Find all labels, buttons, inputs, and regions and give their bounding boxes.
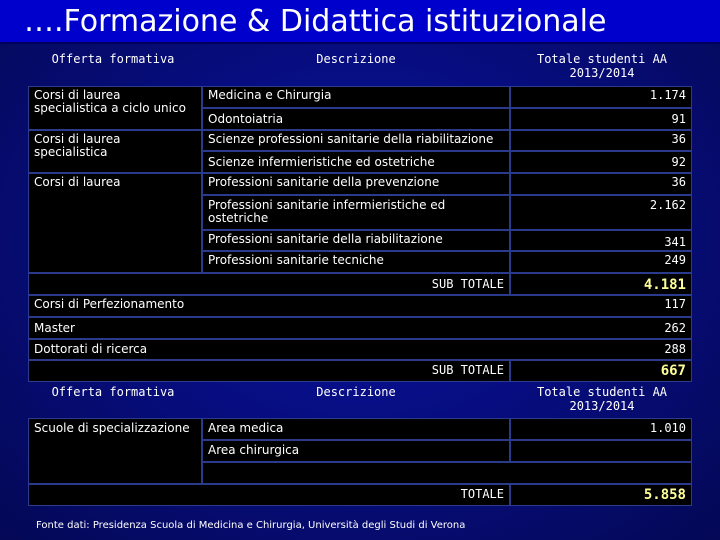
header-offerta: Offerta formativa	[51, 52, 175, 66]
row-value: 91	[510, 108, 692, 130]
row-value: 36	[510, 130, 692, 151]
row-value: 341	[510, 230, 692, 251]
group-laurea: Corsi di laurea	[28, 173, 202, 273]
other-row-value: 262	[664, 321, 686, 335]
group-ciclo-unico: Corsi di laurea specialistica a ciclo unico	[28, 86, 202, 130]
group-specialistica: Corsi di laurea specialistica	[28, 130, 202, 173]
row-value: 92	[510, 151, 692, 173]
other-row-label: Dottorati di ricerca	[34, 342, 148, 356]
row-desc: Area chirurgica	[202, 440, 510, 462]
total-label: TOTALE	[28, 484, 510, 506]
subtotal-label: SUB TOTALE	[28, 360, 510, 382]
row-value: 36	[510, 173, 692, 195]
row-value: 249	[510, 251, 692, 273]
subtotal-value: 4.181	[510, 273, 692, 295]
row-desc: Odontoiatria	[202, 108, 510, 130]
header-descrizione: Descrizione	[316, 52, 396, 66]
other-row	[28, 317, 692, 339]
row-value-empty	[510, 440, 692, 462]
other-row-label: Corsi di Perfezionamento	[34, 297, 185, 311]
slide-title: ….Formazione & Didattica istituzionale	[24, 4, 607, 39]
other-row-value: 288	[664, 342, 686, 356]
empty-row	[202, 462, 692, 484]
total-value: 5.858	[510, 484, 692, 506]
other-row-value: 117	[664, 297, 686, 311]
header-totale: Totale studenti AA 2013/2014	[536, 385, 668, 413]
group-specializzazione: Scuole di specializzazione	[28, 418, 202, 484]
other-row	[28, 295, 692, 317]
subtotal-value: 667	[510, 360, 692, 382]
row-desc: Professioni sanitarie tecniche	[202, 251, 510, 273]
subtotal-label: SUB TOTALE	[28, 273, 510, 295]
footer-source: Fonte dati: Presidenza Scuola di Medicina e Chirurgia, Università degli Studi di Verona	[36, 520, 466, 531]
header-totale: Totale studenti AA 2013/2014	[536, 52, 668, 80]
other-row-label: Master	[34, 321, 75, 335]
row-desc: Professioni sanitarie della riabilitazione	[202, 230, 510, 251]
row-value: 1.010	[510, 418, 692, 440]
row-desc: Professioni sanitarie infermieristiche ed ostetriche	[202, 195, 510, 230]
title-divider	[0, 42, 720, 44]
row-desc: Area medica	[202, 418, 510, 440]
row-value: 2.162	[510, 195, 692, 230]
row-desc: Scienze infermieristiche ed ostetriche	[202, 151, 510, 173]
row-desc: Medicina e Chirurgia	[202, 86, 510, 108]
other-row	[28, 339, 692, 360]
header-offerta: Offerta formativa	[51, 385, 175, 399]
row-value: 1.174	[510, 86, 692, 108]
row-desc: Scienze professioni sanitarie della riabilitazione	[202, 130, 510, 151]
row-desc: Professioni sanitarie della prevenzione	[202, 173, 510, 195]
header-descrizione: Descrizione	[316, 385, 396, 399]
